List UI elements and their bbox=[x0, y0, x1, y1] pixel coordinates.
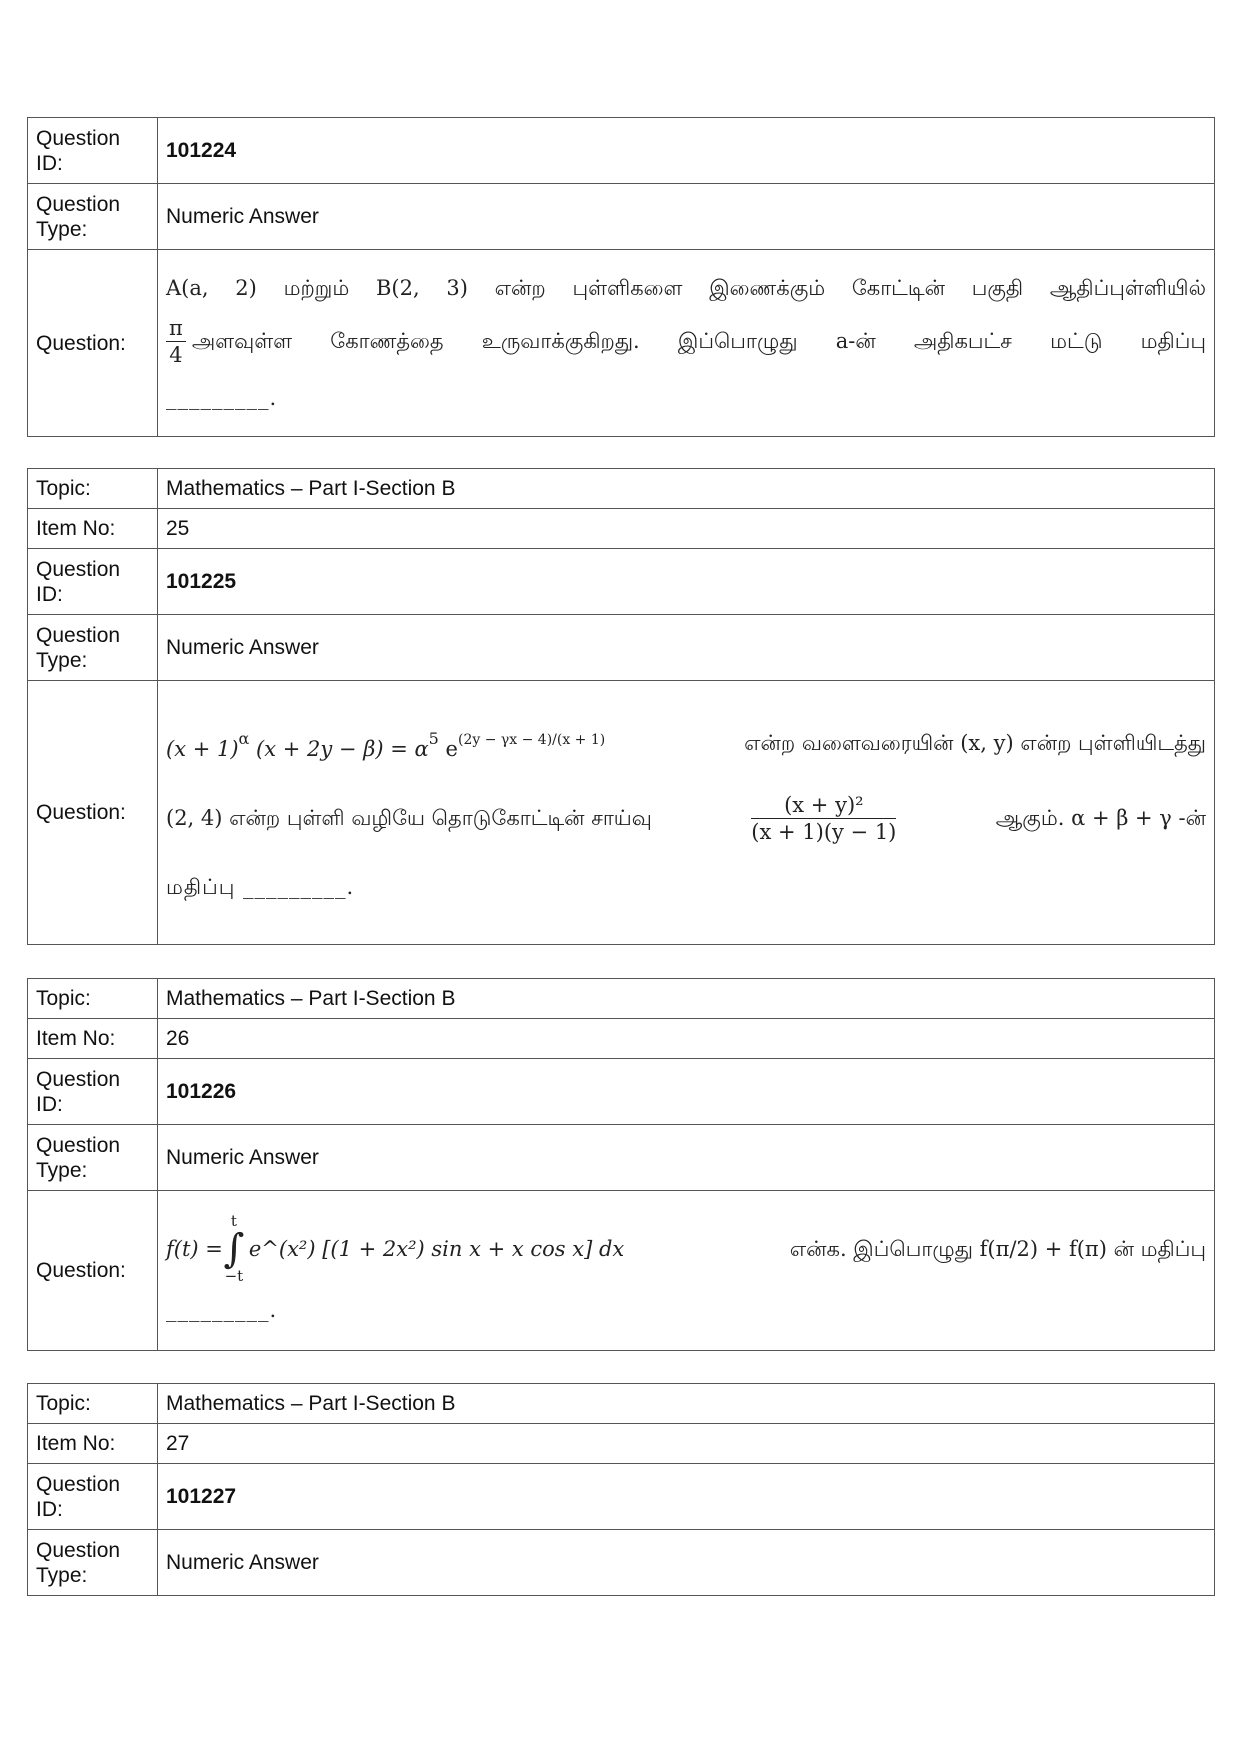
item-no-label: Item No: bbox=[28, 509, 158, 549]
question-table-101227 bbox=[27, 1383, 1215, 1596]
question-table-101225 bbox=[27, 468, 1215, 945]
item-no-label: Item No: bbox=[28, 1019, 158, 1059]
question-line-1: f(t) = t ∫ −t e^(x²) [(1 + 2x²) sin x + x cos x] dx என்க. இப்பொழுது f(π/2) + f(π) ன் மதிப்பு bbox=[166, 1212, 1206, 1285]
question-type-value: Numeric Answer bbox=[158, 184, 1215, 250]
question-id-label: Question ID: bbox=[28, 118, 158, 184]
topic-label: Topic: bbox=[28, 1384, 158, 1424]
question-line-2: (2, 4) என்ற புள்ளி வழியே தொடுகோட்டின் சாய்வு $\frac{\text{(x + y)²}}{(x + 1)(y - 1)}$ ஆகும். α + β + γ -ன் bbox=[166, 792, 1206, 844]
question-id-value: 101227 bbox=[158, 1464, 1215, 1530]
question-id-value: 101226 bbox=[158, 1059, 1215, 1125]
integral-expression: f(t) = t ∫ −t e^(x²) [(1 + 2x²) sin x + x cos x] dx bbox=[166, 1212, 625, 1285]
question-id-value: 101224 bbox=[158, 118, 1215, 184]
integral-sign: t ∫ −t bbox=[223, 1212, 245, 1285]
question-line-1: $(x + 1)^\alpha$ $(x + 2y - \beta) = \alpha^5$ $e^{(2y - \gamma x - 4)/(x + 1)}$ என்ற வளைவரையின் (x, y) என்ற புள்ளியிடத்து bbox=[166, 726, 1206, 762]
answer-blank: மதிப்பு _________. bbox=[166, 874, 355, 899]
question-body bbox=[158, 1191, 1215, 1351]
question-label: Question: bbox=[28, 250, 158, 437]
question-type-label: Question Type: bbox=[28, 615, 158, 681]
question-line-1: A(a, 2) மற்றும் B(2, 3) என்ற புள்ளிகளை இணைக்கும் கோட்டின் பகுதி ஆதிப்புள்ளியில் bbox=[166, 275, 1206, 300]
topic-value: Mathematics – Part I-Section B bbox=[158, 979, 1215, 1019]
question-table-101224 bbox=[27, 117, 1215, 437]
question-type-value: Numeric Answer bbox=[158, 615, 1215, 681]
question-label: Question: bbox=[28, 681, 158, 945]
question-id-label: Question ID: bbox=[28, 1059, 158, 1125]
question-type-value: Numeric Answer bbox=[158, 1530, 1215, 1596]
topic-label: Topic: bbox=[28, 469, 158, 509]
question-id-value: 101225 bbox=[158, 549, 1215, 615]
question-id-label: Question ID: bbox=[28, 549, 158, 615]
question-line-2: $\frac{\pi}{4}$ அளவுள்ள கோணத்தை உருவாக்குகிறது. இப்பொழுது a-ன் அதிகபட்ச மட்டு மதிப்பு bbox=[166, 315, 1206, 368]
question-body bbox=[158, 250, 1215, 437]
item-no-value: 26 bbox=[158, 1019, 1215, 1059]
pi-over-4-fraction: $\frac{\pi}{4}$ bbox=[166, 315, 186, 368]
question-label: Question: bbox=[28, 1191, 158, 1351]
item-no-value: 27 bbox=[158, 1424, 1215, 1464]
item-no-value: 25 bbox=[158, 509, 1215, 549]
question-body bbox=[158, 681, 1215, 945]
topic-value: Mathematics – Part I-Section B bbox=[158, 1384, 1215, 1424]
question-type-label: Question Type: bbox=[28, 184, 158, 250]
question-type-label: Question Type: bbox=[28, 1530, 158, 1596]
question-table-101226 bbox=[27, 978, 1215, 1351]
question-id-label: Question ID: bbox=[28, 1464, 158, 1530]
answer-blank: _________. bbox=[166, 385, 278, 410]
question-type-value: Numeric Answer bbox=[158, 1125, 1215, 1191]
slope-fraction: $\frac{\text{(x + y)²}}{(x + 1)(y - 1)}$ bbox=[751, 792, 897, 844]
topic-value: Mathematics – Part I-Section B bbox=[158, 469, 1215, 509]
question-type-label: Question Type: bbox=[28, 1125, 158, 1191]
answer-blank: _________. bbox=[166, 1298, 278, 1322]
curve-equation: $(x + 1)^\alpha$ $(x + 2y - \beta) = \alpha^5$ $e^{(2y - \gamma x - 4)/(x + 1)}$ bbox=[166, 728, 606, 761]
item-no-label: Item No: bbox=[28, 1424, 158, 1464]
topic-label: Topic: bbox=[28, 979, 158, 1019]
